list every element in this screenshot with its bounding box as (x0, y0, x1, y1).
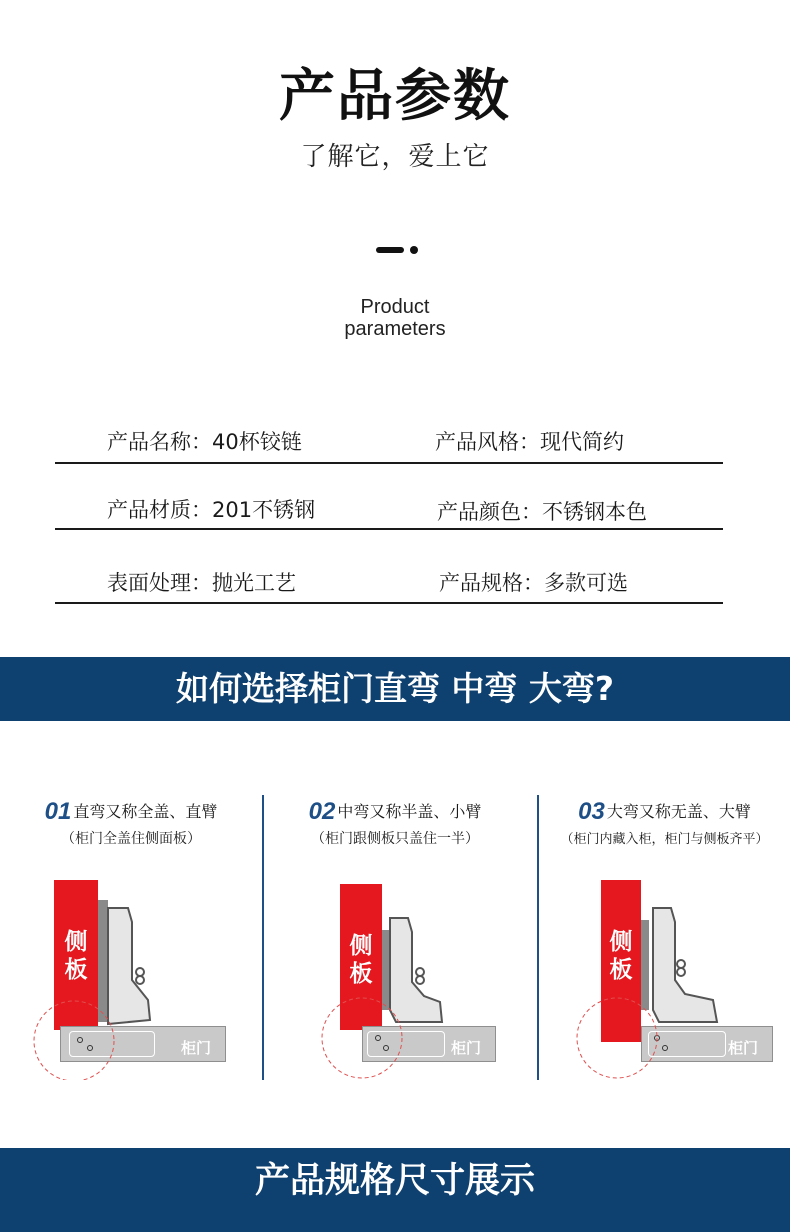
hinge-type-3 (539, 790, 790, 1080)
hinge-type-3-title: 大弯又称无盖、大臂 (606, 802, 751, 821)
hinge-type-3-number: 03 (578, 798, 605, 825)
param-row-2 (55, 490, 723, 530)
english-title-line2: parameters (344, 318, 446, 340)
side-panel-label: 侧板 (64, 929, 88, 983)
param-name: 产品名称：40杯铰链 (107, 430, 302, 454)
hinge-type-2 (264, 790, 526, 1080)
dash-bar (376, 247, 404, 253)
param-row-1 (55, 424, 723, 464)
door-label: 柜门 (180, 1039, 211, 1057)
hinge-drawing (264, 860, 526, 1080)
side-panel-label: 侧板 (349, 933, 373, 987)
page-subtitle: 了解它，爱上它 (300, 142, 490, 172)
hinge-type-3-heading (539, 798, 790, 826)
hinge-type-3-desc: （柜门内藏入柜，柜门与侧板齐平） (560, 832, 769, 847)
hinge-type-1-diagram (0, 860, 262, 1080)
side-panel-label: 侧板 (609, 929, 633, 983)
door-label: 柜门 (727, 1039, 758, 1057)
param-surface: 表面处理：抛光工艺 (107, 571, 296, 595)
dash-dot (410, 246, 418, 254)
param-color: 产品颜色：不锈钢本色 (437, 500, 647, 524)
param-spec: 产品规格：多款可选 (439, 571, 628, 595)
english-title-line1: Product (360, 296, 430, 318)
section-banner-choose: 如何选择柜门直弯 中弯 大弯? (0, 657, 790, 721)
hinge-type-2-heading (264, 798, 526, 826)
param-style: 产品风格：现代简约 (435, 430, 624, 454)
hinge-type-2-title: 中弯又称半盖、小臂 (337, 802, 482, 821)
page-title: 产品参数 (279, 64, 511, 129)
param-material: 产品材质：201不锈钢 (107, 498, 316, 522)
hinge-type-1 (0, 790, 262, 1080)
hinge-type-2-diagram (264, 860, 526, 1080)
decorative-dash-dot (376, 246, 420, 254)
hinge-drawing (539, 860, 790, 1080)
param-row-3 (55, 562, 723, 604)
hinge-drawing (0, 860, 262, 1080)
hinge-type-2-number: 02 (308, 798, 336, 825)
hinge-type-1-number: 01 (44, 798, 72, 825)
hinge-type-3-diagram (539, 860, 790, 1080)
hinge-type-2-desc: （柜门跟侧板只盖住一半） (311, 831, 479, 847)
hinge-type-1-title: 直弯又称全盖、直臂 (73, 802, 218, 821)
hinge-type-1-heading (0, 798, 262, 826)
hinge-type-1-desc: （柜门全盖住侧面板） (61, 831, 201, 847)
door-label: 柜门 (450, 1039, 481, 1057)
section-banner-specs: 产品规格尺寸展示 (0, 1148, 790, 1232)
english-title (0, 296, 790, 340)
